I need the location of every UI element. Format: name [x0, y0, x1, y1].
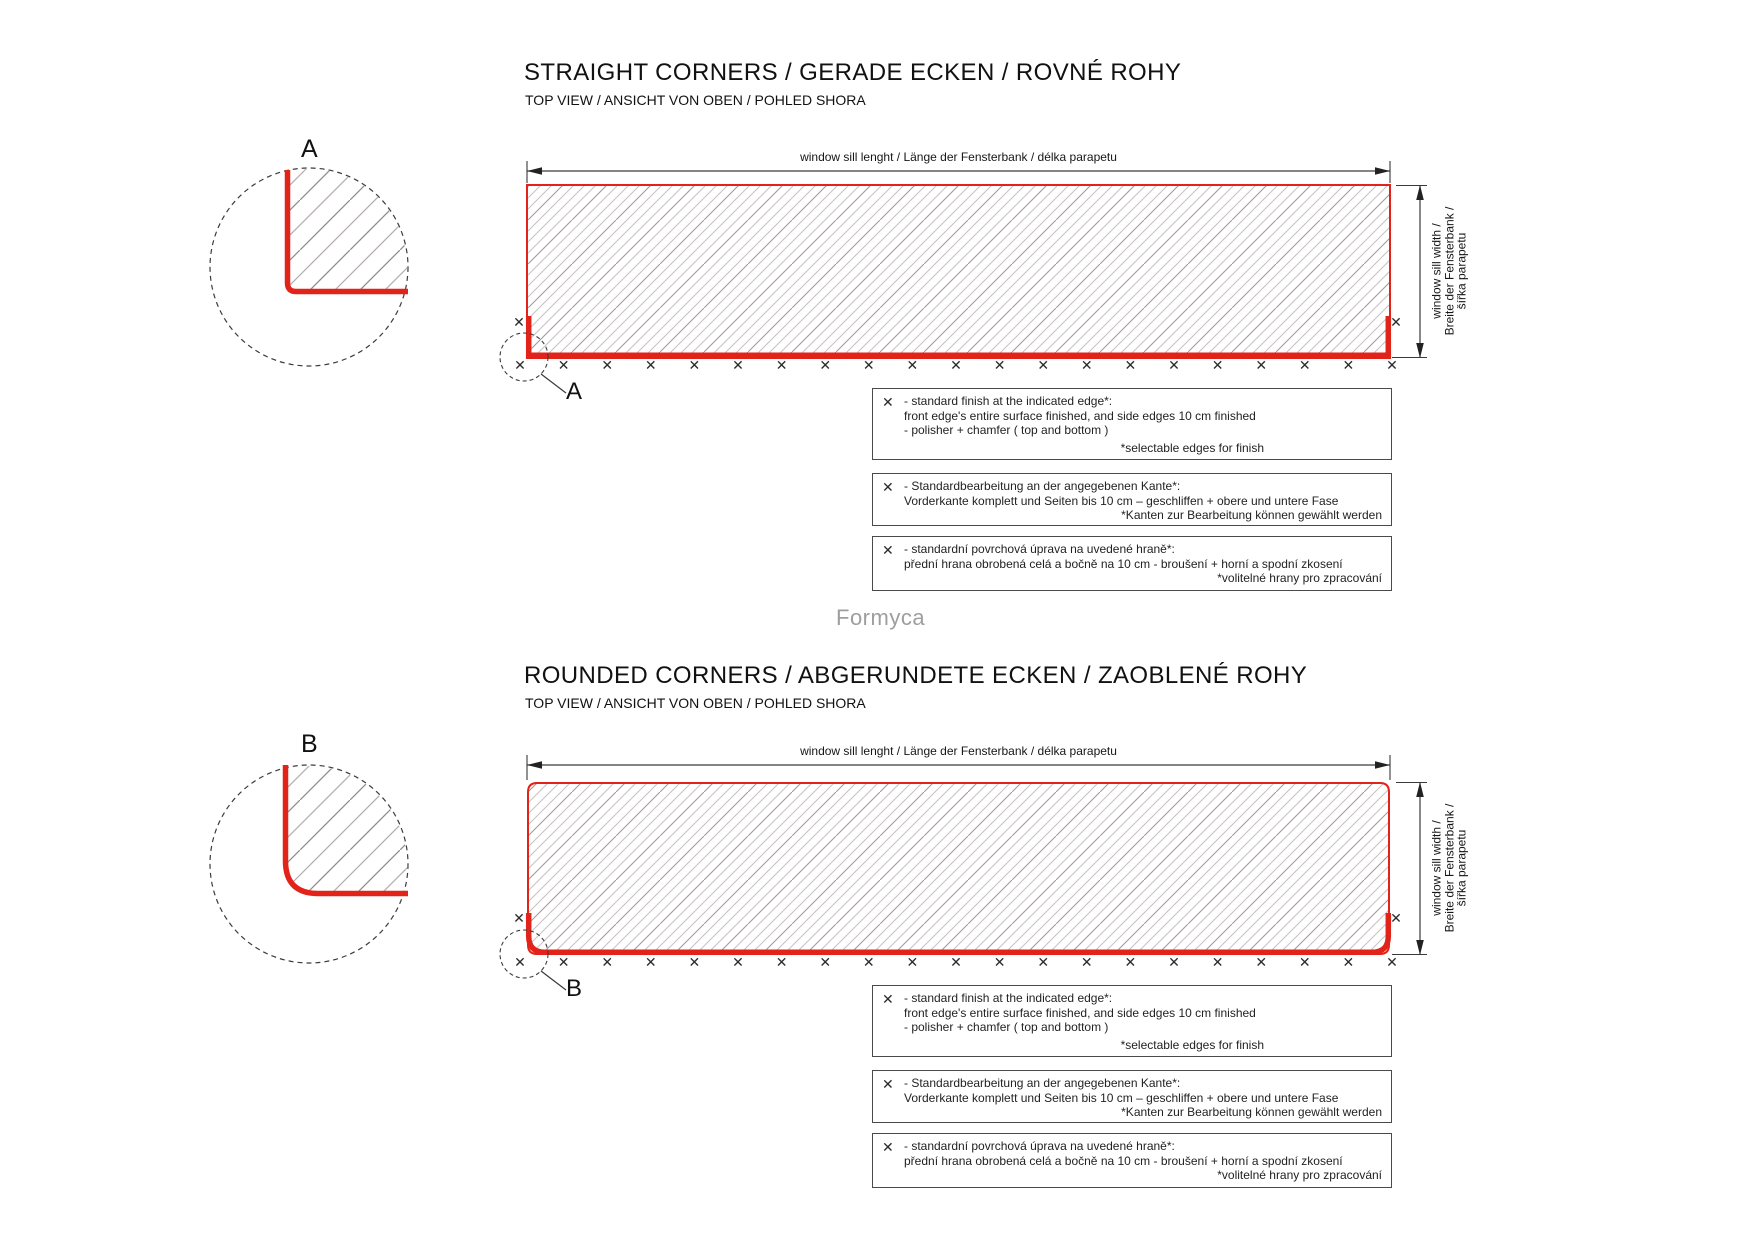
finish-x-mark: ✕: [775, 954, 788, 970]
finish-x-mark: ✕: [1037, 954, 1050, 970]
note-line: - Standardbearbeitung an der angegebenen Kante*:: [904, 479, 1181, 493]
note-line: - polisher + chamfer ( top and bottom ): [904, 423, 1109, 438]
arrow-right: [1375, 167, 1390, 175]
rounded-corners-drawing: [210, 755, 1427, 990]
finish-x-mark: ✕: [732, 954, 744, 970]
width-dimension-label-rounded: [1430, 804, 1468, 933]
note-line: front edge's entire surface finished, and side edges 10 cm finished: [904, 408, 1256, 423]
note-line: front edge's entire surface finished, and side edges 10 cm finished: [904, 1005, 1256, 1020]
arrow-down: [1416, 940, 1424, 955]
width-label-line: Breite der Fensterbank /: [1441, 803, 1456, 933]
finish-x-mark: ✕: [862, 954, 875, 970]
finish-x-mark: ✕: [819, 357, 832, 373]
note-line: Vorderkante komplett und Seiten bis 10 cm – geschliffen + obere und untere Fase: [904, 493, 1339, 508]
finish-x-mark: ✕: [1298, 954, 1311, 970]
note-footnote: *Kanten zur Bearbeitung können gewählt werden: [1121, 1105, 1382, 1120]
callout-leader-line: [541, 971, 566, 990]
note-line: přední hrana obrobená celá a bočně na 10 cm - broušení + horní a spodní zkosení: [904, 1153, 1343, 1168]
note-line: - standardní povrchová úprava na uvedené hraně*:: [904, 1139, 1175, 1153]
section-subtitle-straight: TOP VIEW / ANSICHT VON OBEN / POHLED SHORA: [525, 92, 866, 108]
length-dimension-straight: [527, 161, 1390, 183]
note-line: - standardní povrchová úprava na uvedené hraně*:: [904, 542, 1175, 556]
detail-label-b: B: [301, 730, 318, 758]
finish-x-mark: ✕: [601, 357, 614, 373]
note-box-german-1: [872, 473, 1392, 526]
arrow-up: [1416, 185, 1424, 200]
note-footnote: *selectable edges for finish: [1120, 1037, 1264, 1052]
finish-x-mark: ✕: [862, 357, 875, 373]
finish-x-mark: ✕: [1168, 357, 1180, 373]
note-footnote: *Kanten zur Bearbeitung können gewählt werden: [1121, 508, 1382, 523]
finish-x-mark: ✕: [644, 954, 657, 970]
width-label-line: šířka parapetu: [1454, 232, 1469, 310]
finish-x-mark: ✕: [514, 954, 526, 970]
finish-x-mark: ✕: [514, 357, 526, 373]
finish-x-mark: ✕: [1342, 954, 1355, 970]
finish-x-mark: ✕: [1386, 357, 1398, 373]
note-footnote: *selectable edges for finish: [1120, 440, 1264, 455]
callout-leader-line: [541, 374, 566, 393]
note-box-czech-2: [872, 1133, 1392, 1188]
finish-x-mark: ✕: [1168, 954, 1180, 970]
straight-corners-drawing: [210, 161, 1427, 393]
finish-x-mark: ✕: [688, 357, 701, 373]
note-box-english-2: [872, 985, 1392, 1057]
finish-x-mark: ✕: [513, 910, 525, 926]
finish-x-mark: ✕: [1298, 357, 1311, 373]
section-title-straight: STRAIGHT CORNERS / GERADE ECKEN / ROVNÉ ROHY: [524, 59, 1182, 86]
note-box-czech-1: [872, 536, 1392, 591]
finish-x-mark: ✕: [1080, 954, 1093, 970]
finish-x-mark: ✕: [557, 954, 570, 970]
note-line: přední hrana obrobená celá a bočně na 10 cm - broušení + horní a spodní zkosení: [904, 556, 1343, 571]
callout-label-a: A: [566, 378, 583, 405]
finish-x-mark: ✕: [1255, 357, 1268, 373]
detail-label-a: A: [301, 135, 318, 163]
finish-x-mark: ✕: [1386, 954, 1398, 970]
width-label-line: šířka parapetu: [1454, 829, 1469, 907]
finish-x-mark: ✕: [688, 954, 701, 970]
finish-x-mark: ✕: [1037, 357, 1050, 373]
note-line: - standard finish at the indicated edge*:: [904, 991, 1113, 1005]
width-dimension-label-straight: [1430, 207, 1468, 336]
x-finish-symbol: ✕: [882, 479, 894, 495]
finish-x-mark: ✕: [906, 954, 919, 970]
finish-x-mark: ✕: [1211, 954, 1224, 970]
section-subtitle-rounded: TOP VIEW / ANSICHT VON OBEN / POHLED SHORA: [525, 695, 866, 711]
note-footnote: *volitelné hrany pro zpracování: [1217, 571, 1382, 586]
arrow-left: [527, 167, 542, 175]
width-dimension-rounded: [1392, 782, 1427, 955]
width-label-line: window sill width /: [1429, 223, 1444, 319]
note-line: - Standardbearbeitung an der angegebenen Kante*:: [904, 1076, 1181, 1090]
finish-x-mark: ✕: [1342, 357, 1355, 373]
finish-x-mark: ✕: [1211, 357, 1224, 373]
detail-circle-a: [210, 167, 410, 366]
finish-x-mark: ✕: [993, 357, 1006, 373]
length-dimension-rounded: [527, 755, 1390, 780]
finish-x-mark: ✕: [819, 954, 832, 970]
x-finish-symbol: ✕: [882, 394, 894, 410]
arrow-up: [1416, 782, 1424, 797]
finish-x-mark: ✕: [513, 314, 525, 330]
x-finish-symbol: ✕: [882, 1139, 894, 1155]
finish-x-mark: ✕: [1124, 954, 1137, 970]
length-dimension-label-rounded: window sill lenght / Länge der Fensterbank / délka parapetu: [800, 744, 1117, 758]
note-box-german-2: [872, 1070, 1392, 1123]
finish-x-mark: ✕: [644, 357, 657, 373]
finish-x-mark: ✕: [1124, 357, 1137, 373]
note-footnote: *volitelné hrany pro zpracování: [1217, 1168, 1382, 1183]
finish-x-mark: ✕: [950, 357, 962, 373]
width-label-line: window sill width /: [1429, 820, 1444, 916]
window-sill-straight-topview: [527, 185, 1390, 358]
finish-x-mark: ✕: [1390, 314, 1402, 330]
x-finish-symbol: ✕: [882, 991, 894, 1007]
note-line: Vorderkante komplett und Seiten bis 10 cm – geschliffen + obere und untere Fase: [904, 1090, 1339, 1105]
window-sill-rounded-topview: [528, 783, 1389, 954]
finish-x-mark: ✕: [1390, 910, 1402, 926]
callout-label-b: B: [566, 975, 583, 1002]
finish-x-mark: ✕: [1080, 357, 1093, 373]
finish-x-mark: ✕: [950, 954, 962, 970]
width-dimension-straight: [1392, 185, 1427, 358]
note-box-english-1: [872, 388, 1392, 460]
arrow-right: [1375, 761, 1390, 769]
finish-x-mark: ✕: [732, 357, 744, 373]
note-line: - standard finish at the indicated edge*:: [904, 394, 1113, 408]
arrow-down: [1416, 343, 1424, 358]
width-label-line: Breite der Fensterbank /: [1441, 206, 1456, 336]
formyca-watermark: Formyca: [836, 605, 926, 630]
finish-x-mark: ✕: [557, 357, 570, 373]
finish-x-mark: ✕: [775, 357, 788, 373]
detail-circle-b: [210, 763, 409, 963]
arrow-left: [527, 761, 542, 769]
finish-x-mark: ✕: [906, 357, 919, 373]
length-dimension-label-straight: window sill lenght / Länge der Fensterbank / délka parapetu: [800, 150, 1117, 164]
note-line: - polisher + chamfer ( top and bottom ): [904, 1020, 1109, 1035]
finish-x-mark: ✕: [993, 954, 1006, 970]
finish-x-mark: ✕: [1255, 954, 1268, 970]
section-title-rounded: ROUNDED CORNERS / ABGERUNDETE ECKEN / ZAOBLENÉ ROHY: [524, 662, 1308, 689]
x-finish-symbol: ✕: [882, 542, 894, 558]
x-finish-symbol: ✕: [882, 1076, 894, 1092]
finish-x-mark: ✕: [601, 954, 614, 970]
